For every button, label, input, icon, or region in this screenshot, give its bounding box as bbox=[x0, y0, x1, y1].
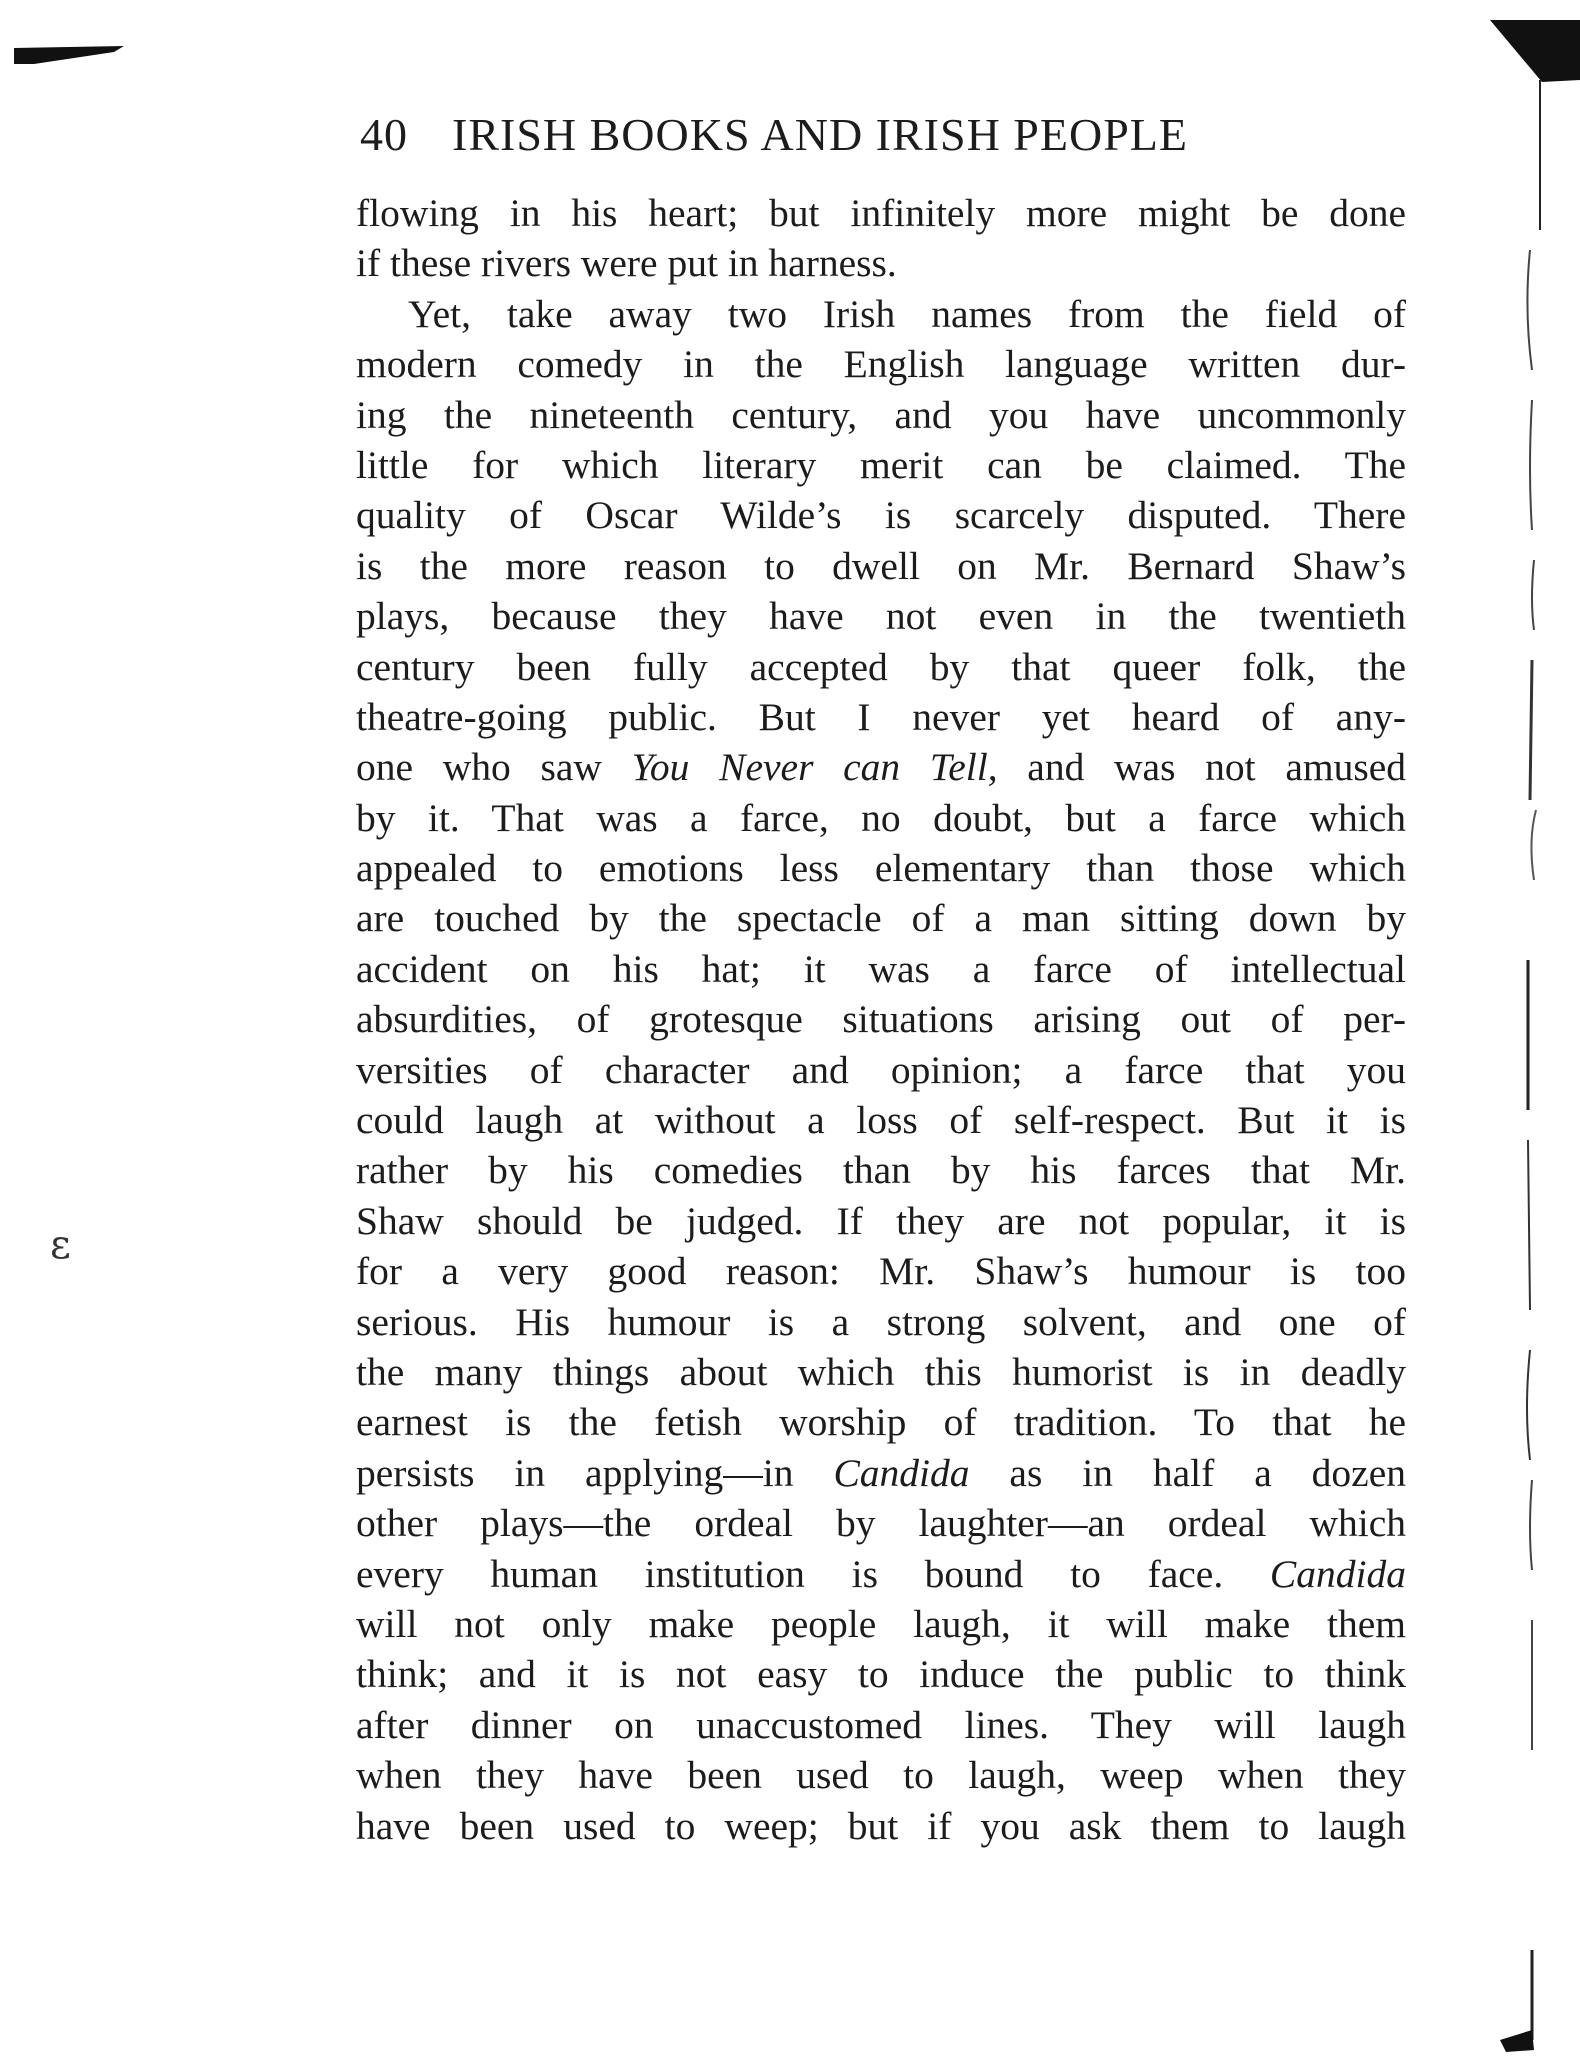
text-line bbox=[356, 390, 1406, 440]
text-line bbox=[356, 742, 1406, 792]
text-line bbox=[356, 642, 1406, 692]
text-line bbox=[356, 1246, 1406, 1296]
text-line bbox=[356, 1347, 1406, 1397]
text-segment: quality of Oscar Wilde’s is scarcely disputed. There bbox=[356, 493, 1406, 538]
text-segment: theatre-going public. But I never yet heard of any- bbox=[356, 694, 1406, 739]
text-line bbox=[356, 1196, 1406, 1246]
text-segment: could laugh at without a loss of self-respect. But it is bbox=[356, 1098, 1406, 1143]
text-line bbox=[356, 1649, 1406, 1699]
text-line bbox=[356, 1045, 1406, 1095]
text-segment: are touched by the spectacle of a man sitting down by bbox=[356, 896, 1406, 941]
text-segment: serious. His humour is a strong solvent, and one of bbox=[356, 1299, 1406, 1344]
text-segment: accident on his hat; it was a farce of intellectual bbox=[356, 946, 1406, 991]
page-number: 40 bbox=[360, 109, 408, 160]
text-line bbox=[356, 1549, 1406, 1599]
italic-title: Candida bbox=[1269, 1551, 1406, 1596]
text-line bbox=[356, 793, 1406, 843]
text-segment: absurdities, of grotesque situations arising out of per- bbox=[356, 997, 1406, 1042]
text-line bbox=[356, 1700, 1406, 1750]
text-segment: as in half a dozen bbox=[969, 1450, 1406, 1495]
text-line bbox=[356, 944, 1406, 994]
text-segment: little for which literary merit can be claimed. The bbox=[356, 442, 1406, 487]
text-line bbox=[356, 591, 1406, 641]
text-segment: and was not amused bbox=[997, 745, 1406, 790]
text-line bbox=[356, 1801, 1406, 1851]
text-segment: century been fully accepted by that queer folk, the bbox=[356, 644, 1406, 689]
scan-edge-mark-right bbox=[1470, 0, 1580, 2069]
text-line bbox=[356, 1095, 1406, 1145]
text-line bbox=[356, 541, 1406, 591]
text-segment: versities of character and opinion; a farce that you bbox=[356, 1047, 1406, 1092]
italic-title: You Never can Tell, bbox=[631, 745, 998, 790]
text-segment: is the more reason to dwell on Mr. Bernard Shaw’s bbox=[356, 543, 1406, 588]
text-line bbox=[356, 188, 1406, 238]
text-segment: when they have been used to laugh, weep when they bbox=[356, 1753, 1406, 1798]
text-segment: flowing in his heart; but infinitely more might be done bbox=[356, 191, 1406, 235]
text-segment: modern comedy in the English language written dur- bbox=[356, 342, 1406, 387]
text-segment: Yet, take away two Irish names from the field of bbox=[408, 291, 1406, 336]
text-segment: have been used to weep; but if you ask them to laugh bbox=[356, 1803, 1406, 1848]
text-line bbox=[356, 238, 1406, 288]
text-segment: if these rivers were put in harness. bbox=[356, 241, 897, 286]
margin-mark: ε bbox=[50, 1222, 71, 1268]
page-header bbox=[360, 108, 1420, 172]
text-segment: rather by his comedies than by his farces that Mr. bbox=[356, 1148, 1406, 1193]
text-segment: by it. That was a farce, no doubt, but a farce which bbox=[356, 795, 1406, 840]
text-line bbox=[356, 843, 1406, 893]
text-segment: one who saw bbox=[356, 745, 632, 790]
text-segment: think; and it is not easy to induce the public to think bbox=[356, 1652, 1406, 1697]
text-segment: plays, because they have not even in the twentieth bbox=[356, 594, 1406, 639]
text-line bbox=[356, 339, 1406, 389]
scan-edge-mark-left bbox=[14, 44, 124, 66]
text-segment: for a very good reason: Mr. Shaw’s humour is too bbox=[356, 1249, 1406, 1294]
text-line bbox=[356, 1750, 1406, 1800]
text-line bbox=[356, 994, 1406, 1044]
text-segment: other plays—the ordeal by laughter—an ordeal which bbox=[356, 1501, 1406, 1546]
text-segment: after dinner on unaccustomed lines. They will laugh bbox=[356, 1702, 1406, 1747]
text-segment: every human institution is bound to face. bbox=[356, 1551, 1270, 1596]
text-line bbox=[356, 1397, 1406, 1447]
text-line bbox=[356, 289, 1406, 339]
text-line bbox=[356, 1297, 1406, 1347]
body-text bbox=[356, 188, 1406, 1851]
text-segment: ing the nineteenth century, and you have uncommonly bbox=[356, 392, 1406, 437]
text-line bbox=[356, 1599, 1406, 1649]
italic-title: Candida bbox=[833, 1450, 970, 1495]
text-line bbox=[356, 490, 1406, 540]
text-segment: earnest is the fetish worship of tradition. To that he bbox=[356, 1400, 1406, 1445]
text-line bbox=[356, 893, 1406, 943]
text-line bbox=[356, 1498, 1406, 1548]
text-line bbox=[356, 1145, 1406, 1195]
text-segment: persists in applying—in bbox=[356, 1450, 834, 1495]
text-segment: Shaw should be judged. If they are not popular, it is bbox=[356, 1198, 1406, 1243]
text-segment: appealed to emotions less elementary than those which bbox=[356, 846, 1406, 891]
text-segment: the many things about which this humorist is in deadly bbox=[356, 1349, 1406, 1394]
text-line bbox=[356, 692, 1406, 742]
text-line bbox=[356, 1448, 1406, 1498]
text-line bbox=[356, 440, 1406, 490]
running-head: IRISH BOOKS AND IRISH PEOPLE bbox=[452, 109, 1188, 160]
text-segment: will not only make people laugh, it will make them bbox=[356, 1601, 1406, 1646]
